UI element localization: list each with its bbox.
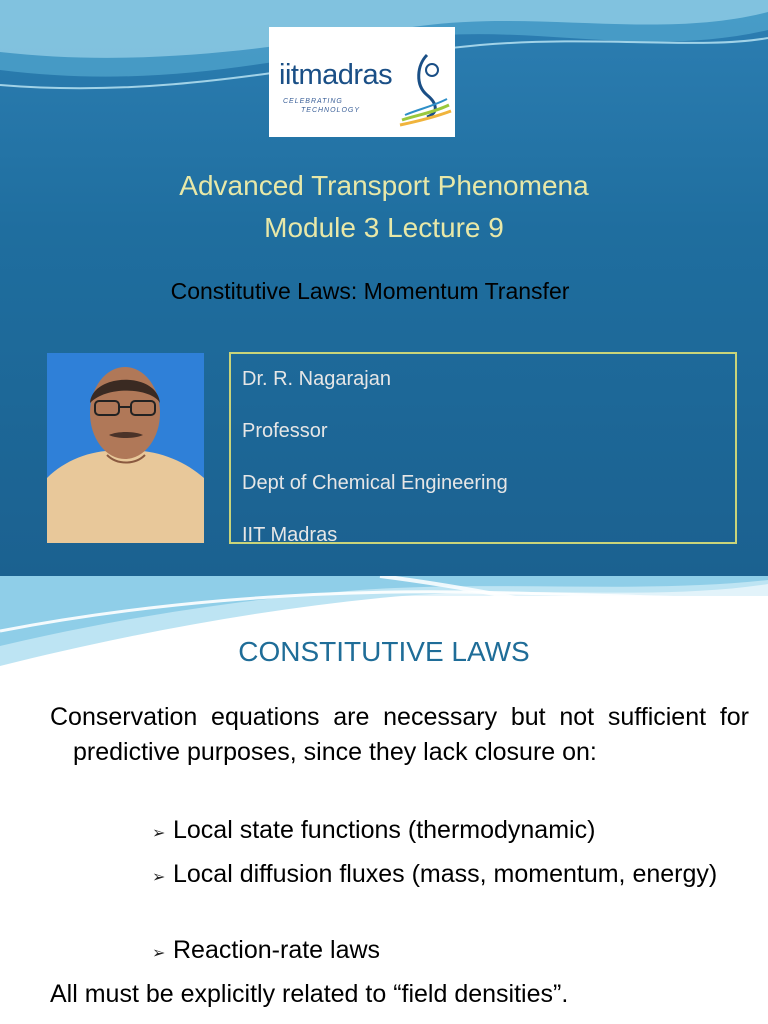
conclusion-text: All must be explicitly related to “field densities”. [50, 980, 569, 1008]
bullet-item [152, 812, 748, 852]
slide-heading: CONSTITUTIVE LAWS [238, 636, 530, 667]
bullet-text: Local state functions (thermodynamic) [173, 816, 596, 844]
logo-name: iitmadras [279, 59, 393, 91]
presenter-photo [47, 353, 204, 543]
slide-title-line2: Module 3 Lecture 9 [264, 212, 504, 243]
arrow-bullet-icon: ➢ [152, 825, 166, 842]
arrow-bullet-icon: ➢ [152, 869, 166, 886]
content-slide [0, 576, 768, 1024]
presenter-institution: IIT Madras [242, 524, 338, 546]
bullet-text: Reaction-rate laws [173, 936, 381, 964]
presenter-name: Dr. R. Nagarajan [242, 368, 391, 390]
bullet-item [152, 856, 748, 896]
slide-title-line1: Advanced Transport Phenomena [179, 170, 589, 201]
logo-swirl-icon [397, 35, 452, 130]
intro-paragraph: Conservation equations are necessary but not sufficient for predictive purposes, since they lack closure on: [50, 703, 749, 766]
logo-tagline-line1: CELEBRATING [283, 98, 343, 105]
slide-subtitle: Constitutive Laws: Momentum Transfer [170, 278, 570, 304]
presenter-department: Dept of Chemical Engineering [242, 472, 508, 494]
arrow-bullet-icon: ➢ [152, 945, 166, 962]
logo-tagline-line2: TECHNOLOGY [301, 107, 361, 114]
presenter-info-box [229, 352, 737, 544]
bullet-text: Local diffusion fluxes (mass, momentum, energy) [173, 860, 718, 888]
logo-tagline [283, 97, 360, 115]
bullet-item [152, 932, 748, 972]
presenter-position: Professor [242, 420, 328, 442]
iit-madras-logo [269, 27, 455, 137]
